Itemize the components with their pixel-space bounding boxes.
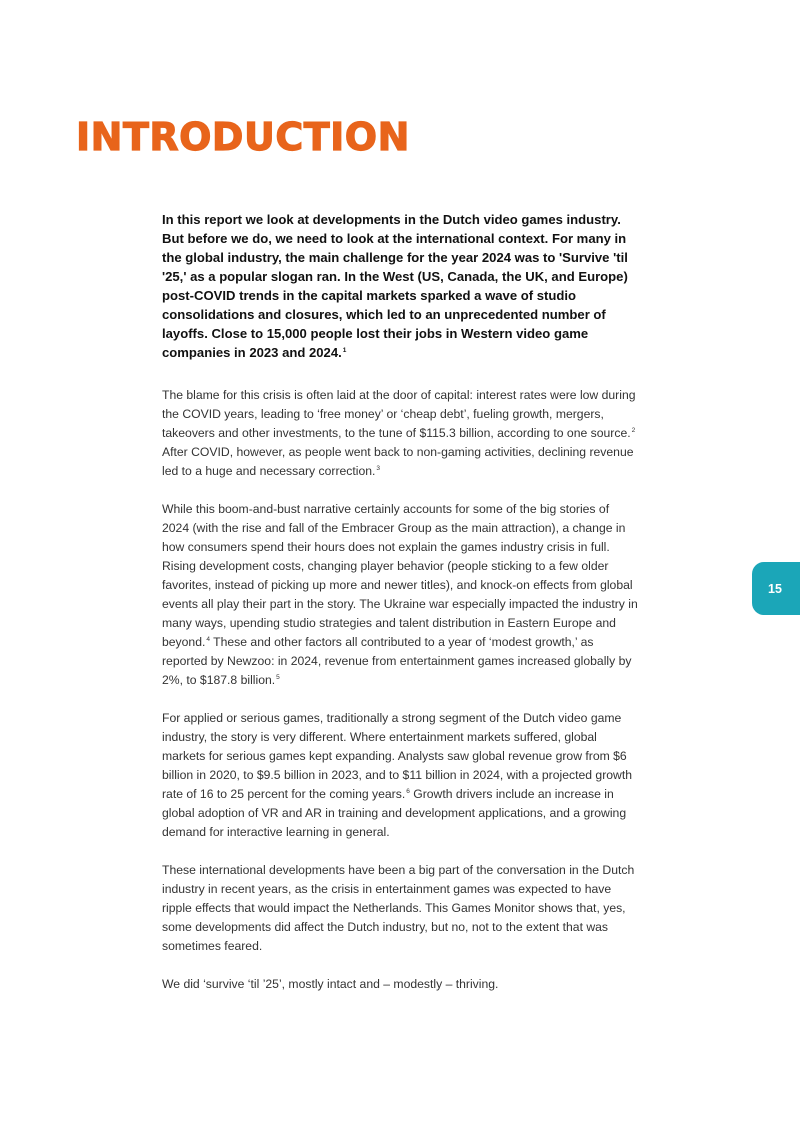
paragraph-boom-bust xyxy=(162,500,638,690)
paragraph-text: These and other factors all contributed to a year of ‘modest growth,’ as reported by Newzoo: in 2024, revenue from entertainment games increased globally by 2%, to $187.8 billion. xyxy=(162,635,632,687)
footnote-ref-5[interactable]: 5 xyxy=(276,674,280,681)
paragraph-text: Growth drivers include an increase in global adoption of VR and AR in training and development applications, and a growing demand for interactive learning in general. xyxy=(162,787,627,839)
paragraph-text: For applied or serious games, traditionally a strong segment of the Dutch video game industry, the story is very different. Where entertainment markets suffered, global markets for serious games kept expanding. Analysts saw global revenue grow from $6 billion in 2020, to $9.5 billion in 2023, and to $11 billion in 2024, with a projected growth rate of 16 to 25 percent for the coming years. xyxy=(162,711,632,801)
footnote-ref-6[interactable]: 6 xyxy=(406,788,410,795)
paragraph-capital xyxy=(162,386,638,481)
paragraph-international: These international developments have been a big part of the conversation in the Dutch industry in recent years, as the crisis in entertainment games was expected to have ripple effects that would impact the Netherlands. This Games Monitor shows that, yes, some developments did affect the Dutch industry, but no, not to the extent that was sometimes feared. xyxy=(162,863,635,953)
lead-text: In this report we look at developments in the Dutch video games industry. But before we do, we need to look at the international context. For many in the global industry, the main challenge for the year 2024 was to 'Survive 'til '25,' as a popular slogan ran. In the West (US, Canada, the UK, and Europe) post-COVID trends in the capital markets sparked a wave of studio consolidations and closures, which led to an unprecedented number of layoffs. Close to 15,000 people lost their jobs in Western video game companies in 2023 and 2024. xyxy=(162,212,628,360)
footnote-ref-1[interactable]: 1 xyxy=(342,347,347,354)
footnote-ref-2[interactable]: 2 xyxy=(631,427,636,434)
page-title: INTRODUCTION xyxy=(76,115,410,159)
paragraph-conclusion: We did ‘survive ‘til ’25’, mostly intact and – modestly – thriving. xyxy=(162,977,499,991)
page-number: 15 xyxy=(768,581,782,596)
paragraph-text: While this boom-and-bust narrative certainly accounts for some of the big stories of 2024 (with the rise and fall of the Embracer Group as the main attraction), a change in how consumers spend their hours does not explain the games industry crisis in full. Rising development costs, changing player behavior (people sticking to a few older favorites, instead of picking up more and newer titles), and knock-on effects from global events all play their part in the story. The Ukraine war especially impacted the industry in many ways, upending studio strategies and talent distribution in Eastern Europe and beyond. xyxy=(162,502,638,649)
page-number-tab xyxy=(752,562,800,615)
paragraph-text: After COVID, however, as people went back to non-gaming activities, declining revenue led to a huge and necessary correction. xyxy=(162,445,634,478)
footnote-ref-4[interactable]: 4 xyxy=(206,636,210,643)
paragraph-text: The blame for this crisis is often laid at the door of capital: interest rates were low during the COVID years, leading to ‘free money’ or ‘cheap debt’, fueling growth, mergers, takeovers and other investments, to the tune of $115.3 billion, according to one source. xyxy=(162,388,636,440)
body-text xyxy=(162,210,638,994)
paragraph-serious-games xyxy=(162,709,638,842)
lead-paragraph xyxy=(162,210,638,362)
footnote-ref-3[interactable]: 3 xyxy=(376,465,381,472)
